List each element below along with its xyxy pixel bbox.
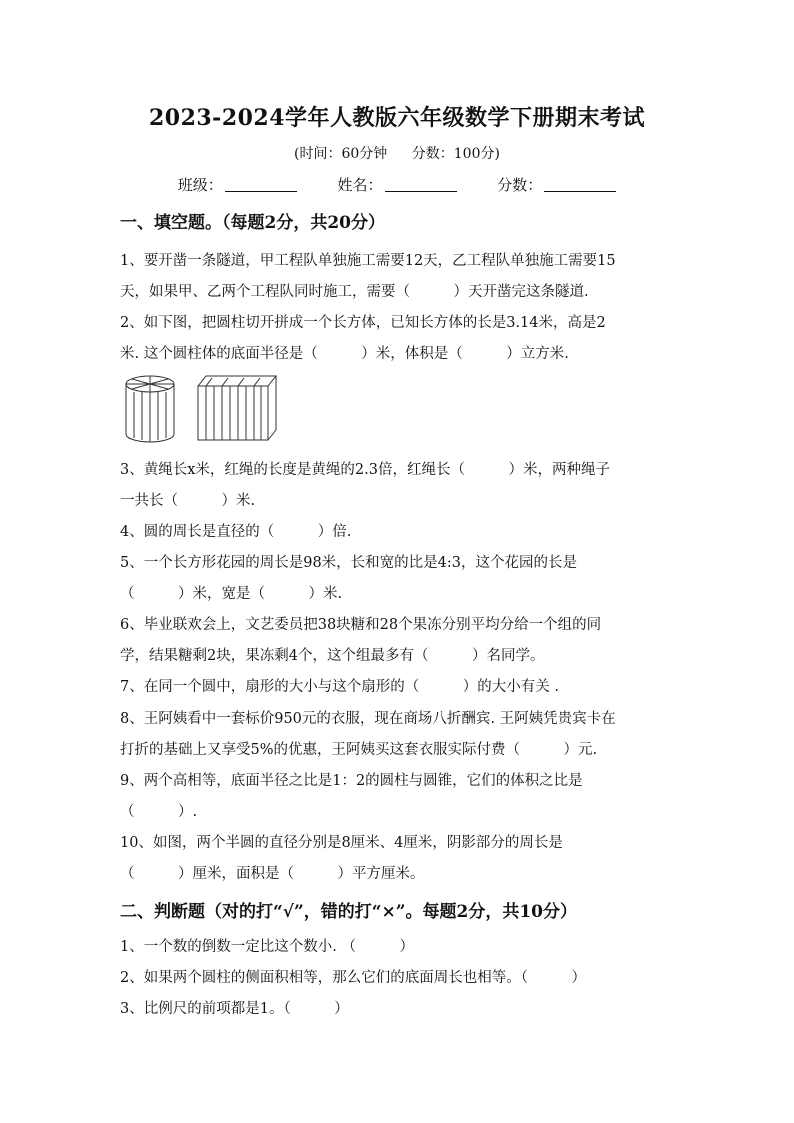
question-line: 2、如下图，把圆柱切开拼成一个长方体，已知长方体的长是3.14米，高是2 [120, 315, 606, 331]
question-line: 米. 这个圆柱体的底面半径是（ ）米，体积是（ ）立方米. [120, 346, 569, 362]
exam-subtitle [0, 143, 794, 163]
question-line: 一共长（ ）米. [120, 493, 256, 509]
cylinder-drawing [126, 376, 174, 442]
question-line: 打折的基础上又享受5%的优惠，王阿姨买这套衣服实际付费（ ）元. [120, 742, 598, 758]
question-line: 1、一个数的倒数一定比这个数小. （ ） [120, 939, 414, 955]
cuboid-drawing [198, 376, 276, 440]
score-blank[interactable] [544, 177, 616, 192]
question-line: 8、王阿姨看中一套标价950元的衣服，现在商场八折酬宾. 王阿姨凭贵宾卡在 [120, 711, 616, 727]
exam-score: 分数：100分) [411, 146, 500, 162]
question-line: 10、如图，两个半圆的直径分别是8厘米、4厘米，阴影部分的周长是 [120, 835, 563, 851]
question-line: （ ）厘米，面积是（ ）平方厘米。 [120, 866, 425, 882]
question-line: 天，如果甲、乙两个工程队同时施工，需要（ ）天开凿完这条隧道. [120, 284, 589, 300]
page-title: 2023-2024学年人教版六年级数学下册期末考试 [148, 105, 646, 131]
name-label: 姓名： [337, 176, 383, 194]
name-field [337, 174, 456, 195]
question-line: （ ）. [120, 804, 198, 820]
cylinder-to-cuboid-figure [122, 372, 292, 444]
question-line: 1、要开凿一条隧道，甲工程队单独施工需要12天，乙工程队单独施工需要15 [120, 253, 616, 269]
name-blank[interactable] [385, 177, 457, 192]
score-label: 分数： [497, 176, 543, 194]
score-field [497, 174, 616, 195]
class-field [178, 174, 297, 195]
student-info-line [0, 174, 794, 195]
question-line: 4、圆的周长是直径的（ ）倍. [120, 524, 352, 540]
question-line: 学，结果糖剩2块，果冻剩4个，这个组最多有（ ）名同学。 [120, 648, 545, 664]
section-heading-true-false: 二、判断题（对的打“√”，错的打“×”。每题2分，共10分） [120, 902, 578, 922]
question-line: 7、在同一个圆中，扇形的大小与这个扇形的（ ）的大小有关 . [120, 679, 559, 695]
question-line: 9、两个高相等，底面半径之比是1：2的圆柱与圆锥，它们的体积之比是 [120, 773, 583, 789]
exam-time: (时间：60分钟 [294, 146, 388, 162]
question-line: （ ）米，宽是（ ）米. [120, 586, 343, 602]
question-line: 6、毕业联欢会上，文艺委员把38块糖和28个果冻分别平均分给一个组的同 [120, 617, 602, 633]
question-line: 3、比例尺的前项都是1。（ ） [120, 1001, 349, 1017]
class-blank[interactable] [225, 177, 297, 192]
class-label: 班级： [177, 176, 223, 194]
section-heading-fill-blank: 一、填空题。（每题2分，共20分） [120, 213, 385, 233]
question-line: 5、一个长方形花园的周长是98米，长和宽的比是4:3，这个花园的长是 [120, 555, 578, 571]
question-line: 2、如果两个圆柱的侧面积相等，那么它们的底面周长也相等。（ ） [120, 970, 586, 986]
question-line: 3、黄绳长x米，红绳的长度是黄绳的2.3倍，红绳长（ ）米，两种绳子 [120, 462, 610, 478]
